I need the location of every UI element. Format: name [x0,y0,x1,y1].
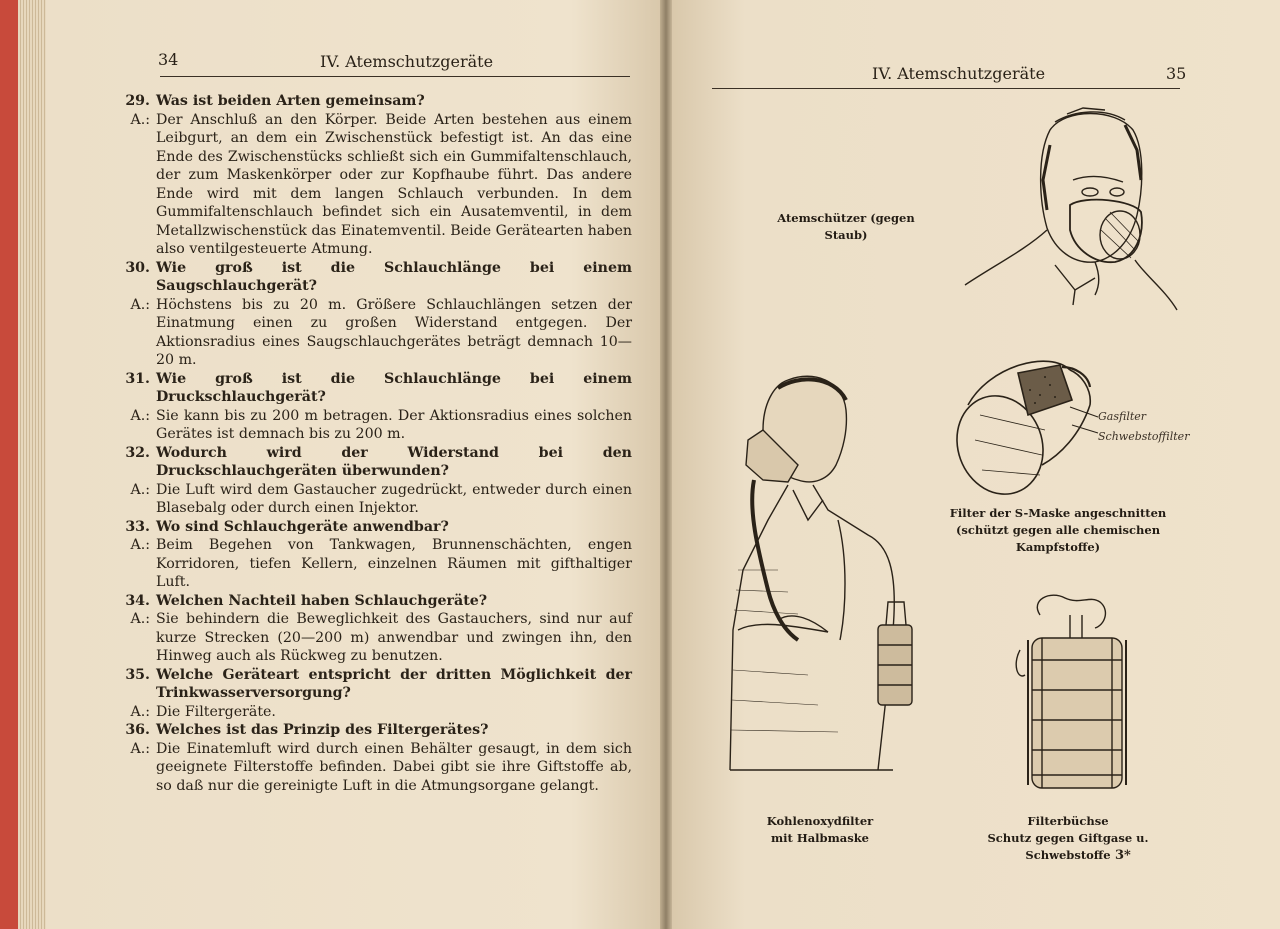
question-text: Wo sind Schlauchgeräte anwendbar? [156,518,449,535]
question-number: 31. [125,370,150,387]
caption-canister-line2: Schutz gegen Giftgase u. Schwebstoffe [987,831,1149,862]
qa-list [112,92,632,795]
answer-text: Der Anschluß an den Körper. Beide Arten bestehen aus einem Leibgurt, an dem ein Zwischenstück befestigt ist. An das eine Ende des Zwischenstücks schließt sich ein Gummifaltenschlauch, der zum Maskenkörper oder zur Kopfhaube führt. Das andere Ende wird mit dem langen Schlauch verbunden. In dem Gummifaltenschlauch befindet sich ein Ausatemventil, in dem Metallzwischenstück das Einatemventil. Beide Gerätearten haben also ventilgesteuerte Atmung. [156,111,632,257]
answer-text: Die Filtergeräte. [156,703,276,720]
answer-text: Die Einatemluft wird durch einen Behälter gesaugt, in dem sich geeignete Filterstoffe befinden. Dabei gibt sie ihre Giftstoffe ab, so daß nur die gereinigte Luft in die Atmungsorgane gelangt. [156,740,632,794]
caption-filter-cut-line2: (schützt gegen alle chemischen Kampfstoffe) [955,523,1161,554]
caption-canister-line1: Filterbüchse [1027,814,1109,828]
left-running-head: IV. Atemschutzgeräte [320,52,494,71]
filter-cutaway-illustration [950,345,1100,500]
caption-co-filter [745,813,895,847]
question-item [112,666,632,703]
question-item [112,518,632,537]
answer-text: Sie behindern die Beweglichkeit des Gastauchers, sind nur auf kurze Strecken (20—200 m) anwendbar und zwingen ihn, den Hinweg auch als Rückweg zu benutzen. [156,611,632,664]
answer-item [112,536,632,592]
caption-canister [950,813,1186,864]
question-number: 35. [125,666,150,683]
question-text: Wie groß ist die Schlauchlänge bei einem Saugschlauchgerät? [156,259,632,294]
caption-dust-mask: Atemschützer (gegen Staub) [777,211,915,242]
answer-item [112,610,632,666]
answer-item [112,111,632,259]
left-page-number: 34 [158,50,179,69]
question-item [112,259,632,296]
question-number: 30. [125,259,150,276]
signature-mark: 3* [1115,848,1131,863]
caption-filter-cut [930,505,1186,556]
answer-text: Sie kann bis zu 200 m betragen. Der Aktionsradius eines solchen Gerätes ist demnach bis zu 200 m. [156,407,632,442]
filter-canister-illustration [1010,590,1140,795]
left-header-rule [160,76,630,77]
question-text: Wie groß ist die Schlauchlänge bei einem Druckschlauchgerät? [156,370,632,405]
answer-text: Höchstens bis zu 20 m. Größere Schlauchlängen setzen der Einatmung einen zu großen Widerstand entgegen. Der Aktionsradius eines Saugschlauchgerätes beträgt demnach 10—20 m. [156,296,632,368]
answer-item [112,703,632,722]
question-number: 33. [125,518,150,535]
dust-mask-illustration [955,100,1185,315]
answer-label: A.: [130,296,150,313]
question-text: Was ist beiden Arten gemeinsam? [156,93,425,109]
answer-text: Die Luft wird dem Gastaucher zugedrückt, entweder durch einen Blasebalg oder durch einen Injektor. [156,481,632,516]
caption-co-filter-line2: mit Halbmaske [771,831,869,845]
question-text: Wodurch wird der Widerstand bei den Druckschlauchgeräten überwunden? [156,444,632,479]
answer-label: A.: [130,611,150,627]
question-item [112,721,632,740]
answer-text: Beim Begehen von Tankwagen, Brunnenschächten, engen Korridoren, tiefen Kellern, einzelnen Räumen mit gifthaltiger Luft. [156,537,632,590]
answer-label: A.: [130,703,150,720]
answer-item [112,740,632,796]
question-item [112,370,632,407]
right-header-rule [712,88,1180,89]
question-text: Welches ist das Prinzip des Filtergerätes? [156,722,489,738]
answer-label: A.: [130,111,150,128]
answer-item [112,407,632,444]
question-item [112,92,632,111]
question-number: 32. [125,444,150,461]
question-number: 36. [125,722,150,738]
question-text: Welche Geräteart entspricht der dritten Möglichkeit der Trinkwasserversorgung? [156,666,632,701]
question-item [112,444,632,481]
right-page-number: 35 [1166,64,1187,83]
page-edges [18,0,46,929]
answer-item [112,296,632,370]
handwritten-particle-filter: Schwebstoffilter [1098,430,1190,443]
caption-filter-cut-line1: Filter der S-Maske angeschnitten [949,506,1167,520]
question-number: 34. [125,592,150,609]
answer-label: A.: [130,481,150,498]
question-text: Welchen Nachteil haben Schlauchgeräte? [156,592,488,609]
co-filter-man-illustration [718,370,918,785]
answer-item [112,481,632,518]
answer-label: A.: [130,740,150,757]
caption-co-filter-line1: Kohlenoxydfilter [766,814,874,828]
handwritten-gas-filter: Gasfilter [1098,410,1147,423]
right-running-head: IV. Atemschutzgeräte [872,64,1046,83]
answer-label: A.: [130,407,150,424]
book-gutter [660,0,672,929]
book-cover-edge [0,0,18,929]
question-number: 29. [125,93,150,109]
question-item [112,592,632,611]
answer-label: A.: [130,537,150,553]
